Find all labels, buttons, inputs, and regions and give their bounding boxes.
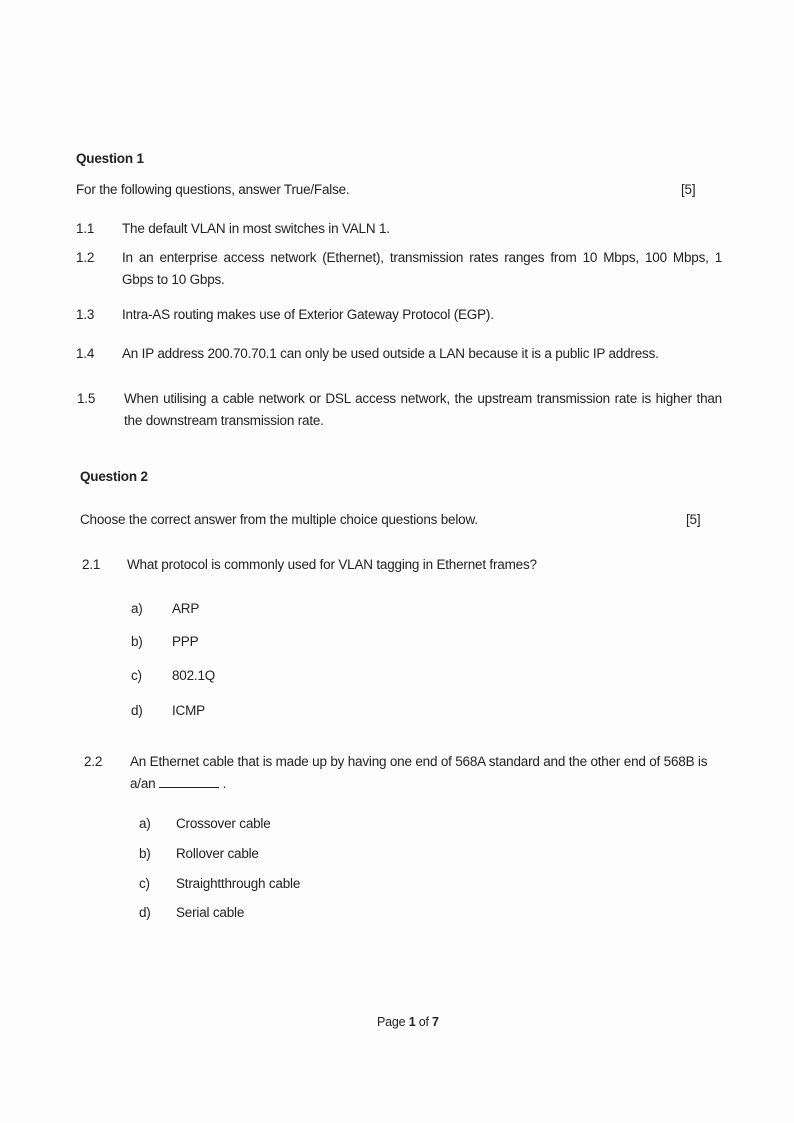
- option-letter: a): [131, 601, 143, 616]
- option-letter: c): [139, 876, 150, 891]
- item-text: What protocol is commonly used for VLAN tagging in Ethernet frames?: [127, 557, 537, 572]
- option-text: Rollover cable: [176, 846, 259, 861]
- item-number: 1.2: [76, 250, 95, 265]
- item-text-end: .: [222, 776, 227, 791]
- option-text: Crossover cable: [176, 816, 271, 831]
- option-text: 802.1Q: [172, 668, 216, 683]
- option-letter: d): [131, 703, 143, 718]
- item-number: 2.1: [82, 557, 101, 572]
- question-1-title: Question 1: [76, 151, 144, 166]
- item-text-body: An Ethernet cable that is made up by having one end of 568A standard and the other end of 568B is a/an: [130, 754, 708, 791]
- question-2-instruction: Choose the correct answer from the multiple choice questions below.: [80, 512, 478, 527]
- item-number: 1.5: [77, 391, 96, 406]
- option-text: Serial cable: [176, 905, 245, 920]
- item-text: In an enterprise access network (Ethernet), transmission rates ranges from 10 Mbps, 100 Mbps, 1 Gbps to 10 Gbps.: [122, 250, 722, 287]
- item-text: The default VLAN in most switches in VALN 1.: [122, 221, 390, 236]
- item-text: When utilising a cable network or DSL access network, the upstream transmission rate is higher than the downstream transmission rate.: [124, 391, 722, 428]
- question-1-marks: [5]: [681, 182, 696, 197]
- option-letter: d): [139, 905, 151, 920]
- question-2-title: Question 2: [80, 469, 148, 484]
- of-word: of: [418, 1015, 429, 1029]
- option-letter: b): [139, 846, 151, 861]
- answer-blank: [159, 775, 219, 788]
- option-text: ARP: [172, 601, 200, 616]
- page-number: 1: [408, 1015, 416, 1029]
- option-text: PPP: [172, 634, 199, 649]
- item-text: Intra-AS routing makes use of Exterior Gateway Protocol (EGP).: [122, 307, 494, 322]
- item-text: [130, 751, 730, 795]
- option-letter: a): [139, 816, 151, 831]
- page-total: 7: [432, 1015, 439, 1029]
- option-text: ICMP: [172, 703, 205, 718]
- option-letter: b): [131, 634, 143, 649]
- option-text: Straightthrough cable: [176, 876, 301, 891]
- item-number: 1.4: [76, 346, 95, 361]
- item-number: 1.1: [76, 221, 95, 236]
- item-number: 1.3: [76, 307, 95, 322]
- page-footer: [377, 1013, 439, 1031]
- question-1-instruction: For the following questions, answer True/False.: [76, 182, 350, 197]
- item-text: An IP address 200.70.70.1 can only be used outside a LAN because it is a public IP address.: [122, 346, 659, 361]
- option-letter: c): [131, 668, 142, 683]
- item-number: 2.2: [84, 754, 103, 769]
- question-2-marks: [5]: [686, 512, 701, 527]
- page-word: Page: [377, 1015, 406, 1029]
